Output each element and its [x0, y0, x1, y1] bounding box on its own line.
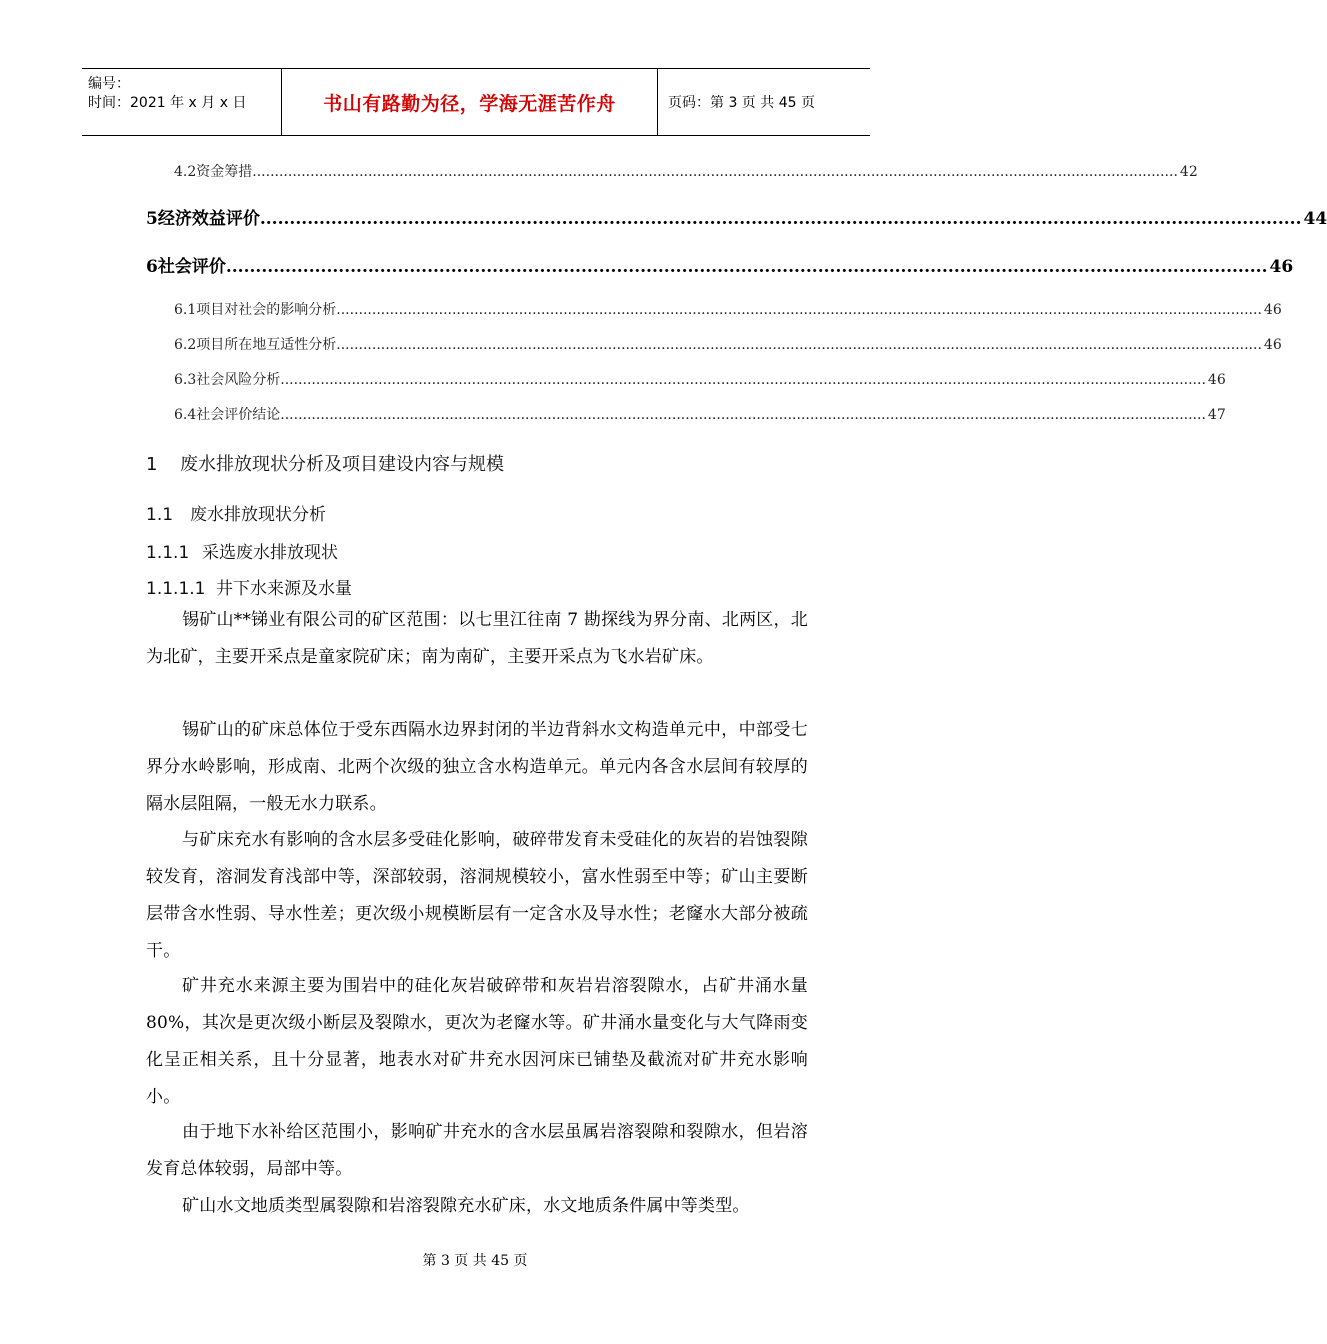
header-page-info: 页码：第 3 页 共 45 页	[668, 95, 815, 111]
toc-leader: ................................................................................................................................................................................................................	[252, 164, 1178, 180]
toc-entry-title: 社会评价结论	[196, 407, 281, 423]
toc-entry[interactable]	[174, 404, 1226, 424]
heading-number: 1.1.1	[146, 543, 190, 563]
body-paragraph: 矿山水文地质类型属裂隙和岩溶裂隙充水矿床，水文地质条件属中等类型。	[182, 1196, 750, 1216]
heading-level-4	[146, 574, 352, 599]
body-paragraph: 锡矿山**锑业有限公司的矿区范围：以七里江往南 7 勘探线为界分南、北两区，北为北矿，主要开采点是童家院矿床；南为南矿，主要开采点为飞水岩矿床。	[146, 610, 808, 667]
body-paragraph: 锡矿山的矿床总体位于受东西隔水边界封闭的半边背斜水文构造单元中，中部受七界分水岭影响，形成南、北两个次级的独立含水构造单元。单元内各含水层间有较厚的隔水层阻隔，一般无水力联系。	[146, 720, 808, 814]
toc-entry-page: 46	[1263, 337, 1282, 353]
toc-entry[interactable]	[174, 161, 1198, 181]
heading-title: 井下水来源及水量	[216, 579, 352, 599]
toc-entry-title: 经济效益评价	[157, 209, 260, 229]
heading-title: 废水排放现状分析	[190, 505, 326, 525]
toc-entry[interactable]	[174, 299, 1282, 319]
body-paragraph: 与矿床充水有影响的含水层多受硅化影响，破碎带发育未受硅化的灰岩的岩蚀裂隙较发育，溶洞发育浅部中等，深部较弱，溶洞规模较小，富水性弱至中等；矿山主要断层带含水性弱、导水性差；更次级小规模断层有一定含水及导水性；老窿水大部分被疏干。	[146, 830, 808, 961]
toc-leader: ................................................................................................................................................................................................................	[336, 302, 1262, 318]
heading-level-1	[146, 450, 504, 476]
page-header	[82, 68, 870, 136]
body-paragraph: 矿井充水来源主要为围岩中的硅化灰岩破碎带和灰岩岩溶裂隙水，占矿井涌水量 80%，其次是更次级小断层及裂隙水，更次为老窿水等。矿井涌水量变化与大气降雨变化呈正相关系，且十分显著，地表水对矿井充水因河床已铺垫及截流对矿井充水影响小。	[146, 976, 808, 1107]
heading-title: 采选废水排放现状	[202, 543, 338, 563]
toc-entry-page: 44	[1303, 209, 1327, 229]
toc-entry-page: 42	[1179, 164, 1198, 180]
header-time-label: 时间：2021 年 x 月 x 日	[88, 95, 247, 111]
toc-leader: ................................................................................................................................................................................	[259, 209, 1302, 229]
toc-entry[interactable]	[146, 204, 1327, 229]
toc-entry-number: 6.2	[174, 337, 197, 353]
toc-entry-number: 4.2	[174, 164, 197, 180]
body-paragraph: 由于地下水补给区范围小，影响矿井充水的含水层虽属岩溶裂隙和裂隙水，但岩溶发育总体较弱，局部中等。	[146, 1122, 808, 1179]
toc-entry-page: 47	[1207, 407, 1226, 423]
header-motto: 书山有路勤为径，学海无涯苦作舟	[282, 69, 658, 135]
heading-number: 1	[146, 454, 158, 475]
toc-entry[interactable]	[146, 252, 1294, 277]
toc-entry-title: 项目对社会的影响分析	[196, 302, 337, 318]
heading-level-3	[146, 538, 338, 563]
heading-level-2	[146, 500, 326, 525]
page-footer: 第 3 页 共 45 页	[422, 1253, 528, 1269]
toc-leader: ................................................................................................................................................................................	[225, 257, 1268, 277]
toc-entry-number: 6.3	[174, 372, 197, 388]
toc-leader: ................................................................................................................................................................................................................	[280, 407, 1206, 423]
toc-entry-title: 社会风险分析	[196, 372, 281, 388]
toc-entry-page: 46	[1207, 372, 1226, 388]
toc-entry-page: 46	[1263, 302, 1282, 318]
heading-number: 1.1	[146, 505, 174, 525]
toc-entry[interactable]	[174, 334, 1282, 354]
toc-entry-page: 46	[1269, 257, 1294, 277]
toc-entry-number: 6.4	[174, 407, 197, 423]
toc-entry[interactable]	[174, 369, 1226, 389]
toc-entry-number: 6	[146, 257, 158, 277]
toc-entry-title: 社会评价	[157, 257, 226, 277]
toc-entry-title: 资金筹措	[196, 164, 253, 180]
header-meta	[82, 69, 282, 135]
toc-leader: ................................................................................................................................................................................................................	[280, 372, 1206, 388]
toc-entry-number: 6.1	[174, 302, 197, 318]
heading-title: 废水排放现状分析及项目建设内容与规模	[180, 454, 504, 475]
toc-entry-number: 5	[146, 209, 158, 229]
toc-leader: ................................................................................................................................................................................................................	[336, 337, 1262, 353]
toc-entry-title: 项目所在地互适性分析	[196, 337, 337, 353]
heading-number: 1.1.1.1	[146, 579, 206, 599]
header-number-label: 编号：	[88, 76, 130, 92]
